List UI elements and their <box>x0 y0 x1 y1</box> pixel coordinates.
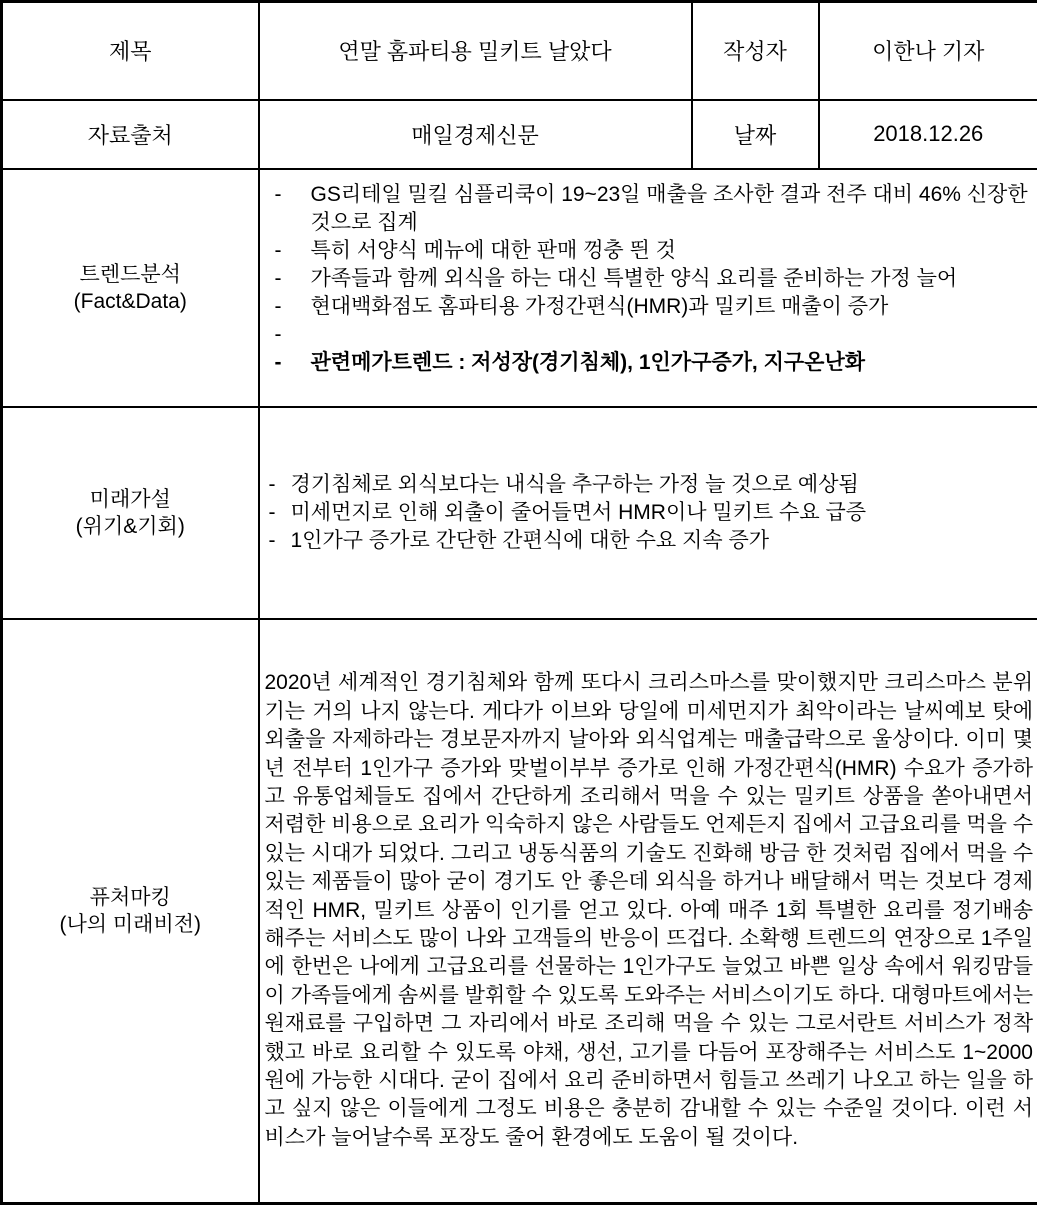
trend-bullet: - GS리테일 밀킬 심플리쿡이 19~23일 매출을 조사한 결과 전주 대비 46% 신장한 것으로 집계 <box>260 181 1034 237</box>
title-label: 제목 <box>2 2 259 100</box>
row-source <box>2 100 1037 169</box>
trend-analysis-label-line2: (Fact&Data) <box>4 288 257 315</box>
author-label: 작성자 <box>692 2 819 100</box>
future-hypothesis-label-line2: (위기&기회) <box>4 513 257 540</box>
megatrend-line: - 관련메가트렌드 : 저성장(경기침체), 1인가구증가, 지구온난화 <box>260 349 1034 377</box>
future-marking-label-line1: 퓨처마킹 <box>4 884 257 911</box>
trend-analysis-label <box>2 169 259 407</box>
future-marking-label-line2: (나의 미래비전) <box>4 911 257 938</box>
trend-analysis-content <box>259 169 1037 407</box>
trend-bullet-list <box>260 181 1034 377</box>
row-trend-analysis <box>2 169 1037 407</box>
blank-spacer <box>260 321 1034 349</box>
future-hypothesis-label <box>2 407 259 619</box>
hypothesis-bullet-list <box>260 471 1034 555</box>
future-hypothesis-content <box>259 407 1037 619</box>
future-vision-paragraph: 2020년 세계적인 경기침체와 함께 또다시 크리스마스를 맞이했지만 크리스마스 분위기는 거의 나지 않는다. 게다가 이브와 당일에 미세먼지가 최악이라는 날씨예보 탓에 외출을 자제하라는 경보문자까지 날아와 외식업계는 매출급락으로 울상이다. 이미 몇 년 전부터 1인가구 증가와 맞벌이부부 증가로 인해 가정간편식(HMR) 수요가 증가하고 유통업체들도 집에서 간단하게 조리해서 먹을 수 있는 밀키트 상품을 쏟아내면서 저렴한 비용으로 요리가 익숙하지 않은 사람들도 언제든지 집에서 고급요리를 먹을 수 있는 시대가 되었다. 그리고 냉동식품의 기술도 진화해 방금 한 것처럼 집에서 먹을 수 있는 제품들이 많아 굳이 경기도 안 좋은데 외식을 하거나 배달해서 먹는 것보다 경제적인 HMR, 밀키트 상품이 인기를 얻고 있다. 아예 매주 1회 특별한 요리를 정기배송해주는 서비스도 많이 나와 고객들의 반응이 뜨겁다. 소확행 트렌드의 연장으로 1주일에 한번은 나에게 고급요리를 선물하는 1인가구도 늘었고 바쁜 일상 속에서 워킹맘들이 가족들에게 솜씨를 발휘할 수 있도록 도와주는 서비스이기도 하다. 대형마트에서는 원재료를 구입하면 그 자리에서 바로 조리해 먹을 수 있는 그로서란트 서비스가 정착했고 바로 요리할 수 있도록 야채, 생선, 고기를 다듬어 포장해주는 서비스도 1~2000원에 가능한 시대다. 굳이 집에서 요리 준비하면서 힘들고 쓰레기 나오고 하는 일을 하고 싶지 않은 이들에게 그정도 비용은 충분히 감내할 수 있는 수준일 것이다. 이런 서비스가 늘어날수록 포장도 줄어 환경에도 도움이 될 것이다. <box>260 669 1037 1152</box>
row-future-hypothesis <box>2 407 1037 619</box>
source-label: 자료출처 <box>2 100 259 169</box>
trend-bullet: - 특히 서양식 메뉴에 대한 판매 껑충 띈 것 <box>260 237 1034 265</box>
trend-bullet: - 현대백화점도 홈파티용 가정간편식(HMR)과 밀키트 매출이 증가 <box>260 293 1034 321</box>
future-marking-content <box>259 619 1037 1204</box>
date-label: 날짜 <box>692 100 819 169</box>
row-title <box>2 2 1037 100</box>
future-marking-label <box>2 619 259 1204</box>
trend-bullet: - 가족들과 함께 외식을 하는 대신 특별한 양식 요리를 준비하는 가정 늘어 <box>260 265 1034 293</box>
date-value: 2018.12.26 <box>819 100 1037 169</box>
hypothesis-bullet: - 1인가구 증가로 간단한 간편식에 대한 수요 지속 증가 <box>260 527 1034 555</box>
title-value: 연말 홈파티용 밀키트 날았다 <box>259 2 692 100</box>
hypothesis-bullet: - 경기침체로 외식보다는 내식을 추구하는 가정 늘 것으로 예상됨 <box>260 471 1034 499</box>
future-hypothesis-label-line1: 미래가설 <box>4 486 257 513</box>
author-value: 이한나 기자 <box>819 2 1037 100</box>
trend-analysis-label-line1: 트렌드분석 <box>4 261 257 288</box>
hypothesis-bullet: - 미세먼지로 인해 외출이 줄어들면서 HMR이나 밀키트 수요 급증 <box>260 499 1034 527</box>
source-value: 매일경제신문 <box>259 100 692 169</box>
row-future-marking <box>2 619 1037 1204</box>
